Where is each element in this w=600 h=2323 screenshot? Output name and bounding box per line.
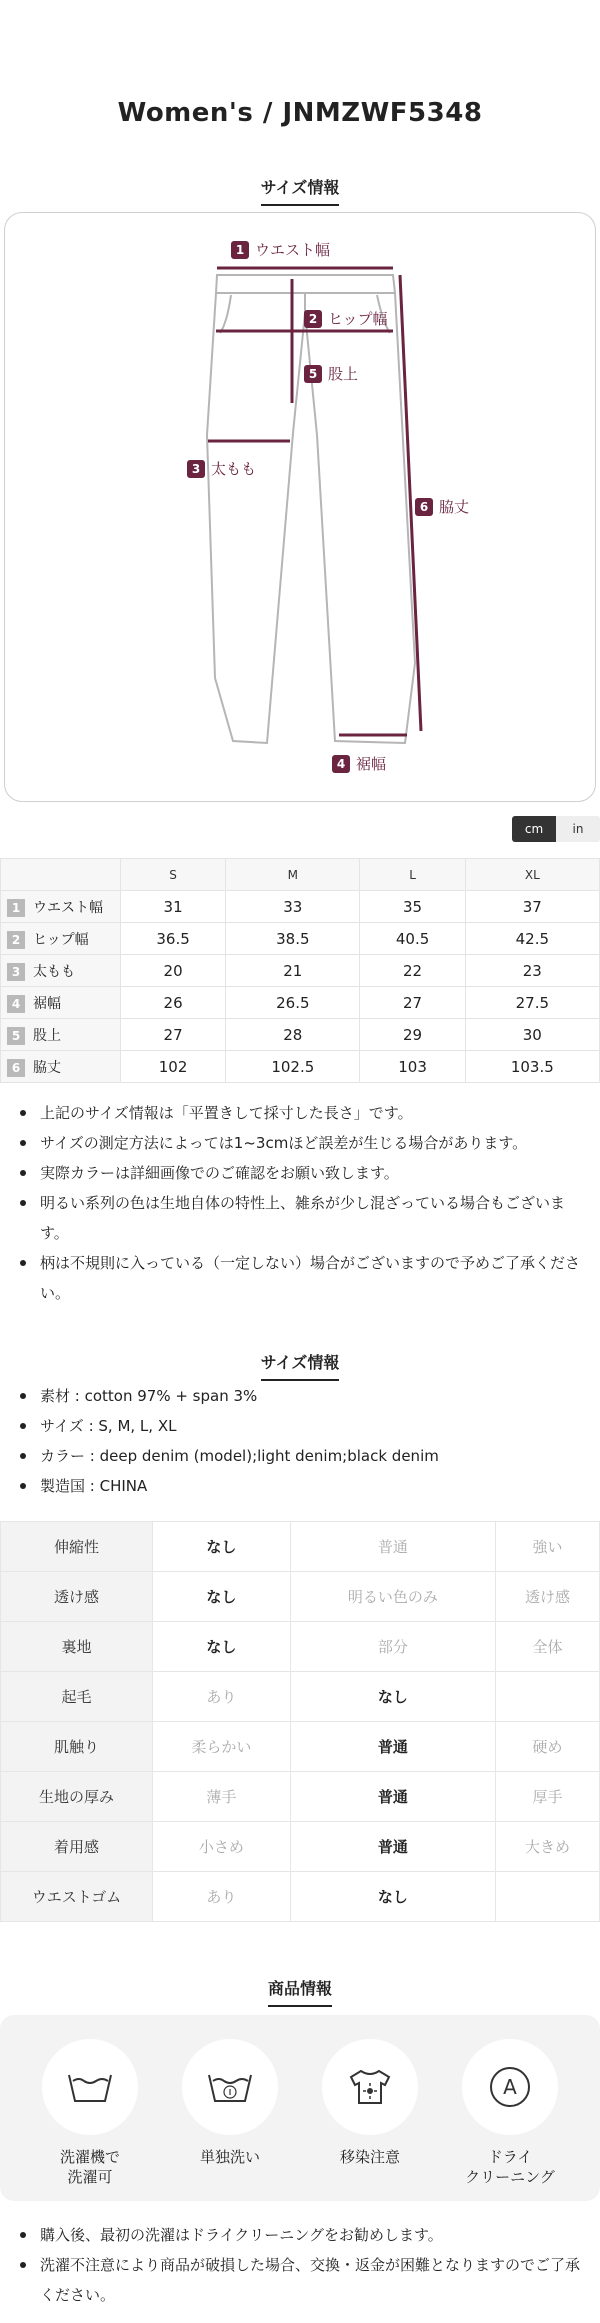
table-cell: 23 xyxy=(465,955,599,987)
feel-option: なし xyxy=(290,1672,495,1722)
size-notes xyxy=(0,1098,600,1308)
row-label: 1 ウエスト幅 xyxy=(1,891,121,923)
diagram-label-rise: 5 股上 xyxy=(304,363,358,384)
feel-option: なし xyxy=(153,1622,291,1672)
header-size-m: M xyxy=(226,859,360,891)
unit-in-button[interactable]: in xyxy=(556,816,600,842)
table-row xyxy=(1,1019,600,1051)
feel-option: 全体 xyxy=(496,1622,600,1672)
note-item: サイズの測定方法によっては1~3cmほど誤差が生じる場合があります。 xyxy=(40,1128,582,1158)
feel-option: 透け感 xyxy=(496,1572,600,1622)
feel-row-label: 生地の厚み xyxy=(1,1772,153,1822)
care-item-color-transfer: 移染注意 xyxy=(300,2039,440,2167)
diagram-label-side-length: 6 脇丈 xyxy=(415,496,469,517)
note-item: 洗濯不注意により商品が破損した場合、交換・返金が困難となりますのでご了承ください。 xyxy=(40,2250,582,2310)
care-item-separate-wash: 単独洗い xyxy=(160,2039,300,2167)
table-cell: 27 xyxy=(121,1019,226,1051)
feel-row-label: 裏地 xyxy=(1,1622,153,1672)
feel-option: 普通 xyxy=(290,1522,495,1572)
feel-row-label: ウエストゴム xyxy=(1,1872,153,1922)
table-cell: 40.5 xyxy=(360,923,465,955)
table-row xyxy=(1,891,600,923)
feel-option: 普通 xyxy=(290,1722,495,1772)
header-size-l: L xyxy=(360,859,465,891)
header-blank xyxy=(1,859,121,891)
size-table xyxy=(0,858,600,1083)
feel-row-label: 着用感 xyxy=(1,1822,153,1872)
feel-option: 大きめ xyxy=(496,1822,600,1872)
feel-option xyxy=(496,1872,600,1922)
table-cell: 29 xyxy=(360,1019,465,1051)
table-cell: 42.5 xyxy=(465,923,599,955)
table-cell: 26.5 xyxy=(226,987,360,1019)
table-cell: 33 xyxy=(226,891,360,923)
row-label: 4 裾幅 xyxy=(1,987,121,1019)
table-cell: 20 xyxy=(121,955,226,987)
feel-option: 明るい色のみ xyxy=(290,1572,495,1622)
feel-option: 普通 xyxy=(290,1822,495,1872)
row-label: 2 ヒップ幅 xyxy=(1,923,121,955)
table-cell: 22 xyxy=(360,955,465,987)
care-notes xyxy=(0,2220,600,2310)
table-row xyxy=(1,923,600,955)
spec-section-title: サイズ情報 xyxy=(0,1350,600,1381)
spec-item-origin: 製造国 : CHINA xyxy=(40,1471,582,1501)
table-row xyxy=(1,1572,600,1622)
feel-option: あり xyxy=(153,1872,291,1922)
table-row xyxy=(1,955,600,987)
size-diagram xyxy=(4,212,596,802)
feel-row-label: 伸縮性 xyxy=(1,1522,153,1572)
care-instructions xyxy=(0,2015,600,2201)
product-section-title: 商品情報 xyxy=(0,1976,600,2007)
feel-row-label: 起毛 xyxy=(1,1672,153,1722)
table-row xyxy=(1,1822,600,1872)
header-size-s: S xyxy=(121,859,226,891)
feel-option: 小さめ xyxy=(153,1822,291,1872)
svg-text:A: A xyxy=(503,2075,517,2099)
feel-option: あり xyxy=(153,1672,291,1722)
feel-option: 厚手 xyxy=(496,1772,600,1822)
table-row xyxy=(1,1522,600,1572)
diagram-label-waist: 1 ウエスト幅 xyxy=(231,239,330,260)
product-title: Women's / JNMZWF5348 xyxy=(117,98,483,128)
feel-option: 薄手 xyxy=(153,1772,291,1822)
table-row xyxy=(1,1722,600,1772)
note-item: 実際カラーは詳細画像でのご確認をお願い致します。 xyxy=(40,1158,582,1188)
table-row xyxy=(1,1051,600,1083)
diagram-label-hip: 2 ヒップ幅 xyxy=(304,308,388,329)
care-item-machine-wash: 洗濯機で 洗濯可 xyxy=(20,2039,160,2187)
spec-item-color: カラー : deep denim (model);light denim;black denim xyxy=(40,1441,582,1471)
table-row xyxy=(1,1872,600,1922)
pants-illustration xyxy=(5,213,597,803)
dry-clean-icon xyxy=(486,2063,534,2111)
header-size-xl: XL xyxy=(465,859,599,891)
feel-option: なし xyxy=(153,1522,291,1572)
note-item: 柄は不規則に入っている（一定しない）場合がございますので予めご了承ください。 xyxy=(40,1248,582,1308)
table-row xyxy=(1,1622,600,1672)
fabric-feel-table xyxy=(0,1521,600,1922)
table-cell: 21 xyxy=(226,955,360,987)
table-cell: 102 xyxy=(121,1051,226,1083)
feel-option: 普通 xyxy=(290,1772,495,1822)
feel-option: なし xyxy=(153,1572,291,1622)
unit-toggle xyxy=(512,816,600,842)
note-item: 上記のサイズ情報は「平置きして採寸した長さ」です。 xyxy=(40,1098,582,1128)
row-label: 3 太もも xyxy=(1,955,121,987)
table-row xyxy=(1,1772,600,1822)
table-cell: 27.5 xyxy=(465,987,599,1019)
note-item: 明るい系列の色は生地自体の特性上、雑糸が少し混ざっている場合もございます。 xyxy=(40,1188,582,1248)
feel-option xyxy=(496,1672,600,1722)
table-cell: 103 xyxy=(360,1051,465,1083)
unit-cm-button[interactable]: cm xyxy=(512,816,556,842)
machine-wash-icon xyxy=(65,2067,115,2107)
feel-option: 強い xyxy=(496,1522,600,1572)
spec-item-size: サイズ : S, M, L, XL xyxy=(40,1411,582,1441)
feel-option: 部分 xyxy=(290,1622,495,1672)
row-label: 5 股上 xyxy=(1,1019,121,1051)
diagram-label-hem: 4 裾幅 xyxy=(332,753,386,774)
table-cell: 103.5 xyxy=(465,1051,599,1083)
feel-row-label: 肌触り xyxy=(1,1722,153,1772)
feel-row-label: 透け感 xyxy=(1,1572,153,1622)
table-cell: 36.5 xyxy=(121,923,226,955)
spec-item-material: 素材 : cotton 97% + span 3% xyxy=(40,1381,582,1411)
feel-option: なし xyxy=(290,1872,495,1922)
note-item: 購入後、最初の洗濯はドライクリーニングをお勧めします。 xyxy=(40,2220,582,2250)
table-cell: 37 xyxy=(465,891,599,923)
spec-list xyxy=(0,1381,600,1501)
row-label: 6 脇丈 xyxy=(1,1051,121,1083)
table-cell: 102.5 xyxy=(226,1051,360,1083)
table-cell: 26 xyxy=(121,987,226,1019)
table-row xyxy=(1,987,600,1019)
table-cell: 31 xyxy=(121,891,226,923)
feel-option: 硬め xyxy=(496,1722,600,1772)
table-cell: 28 xyxy=(226,1019,360,1051)
color-transfer-icon xyxy=(345,2065,395,2109)
table-cell: 35 xyxy=(360,891,465,923)
table-cell: 30 xyxy=(465,1019,599,1051)
table-cell: 38.5 xyxy=(226,923,360,955)
diagram-label-thigh: 3 太もも xyxy=(187,458,256,479)
size-section-title: サイズ情報 xyxy=(0,175,600,206)
size-table-header xyxy=(1,859,600,891)
care-item-dry-clean: A ドライ クリーニング xyxy=(440,2039,580,2187)
table-cell: 27 xyxy=(360,987,465,1019)
table-row xyxy=(1,1672,600,1722)
feel-option: 柔らかい xyxy=(153,1722,291,1772)
separate-wash-icon xyxy=(205,2067,255,2107)
